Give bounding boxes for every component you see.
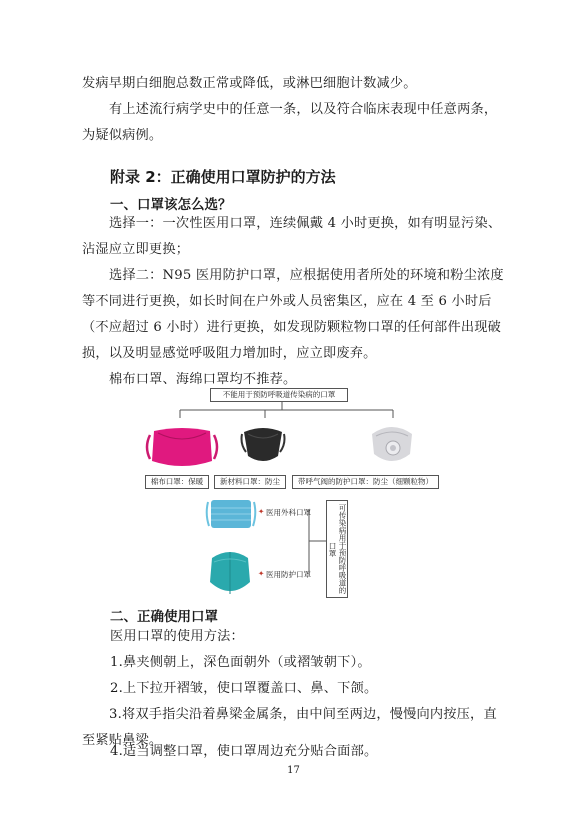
new-material-mask-image: [240, 424, 286, 466]
recommended-vertical-box: 可传染病用于预防呼吸道的口罩: [326, 500, 348, 598]
option-1-text: 选择一：一次性医用口罩，连续佩戴 4 小时更换，如有明显污染、沾湿应立即更换；: [82, 216, 502, 257]
new-material-mask-label: 新材料口罩：防尘: [214, 475, 286, 489]
paragraph-2: 有上述流行病学史中的任意一条，以及符合临床表现中任意两条，为疑似病例。: [82, 102, 498, 143]
protective-mask-label: 医用防护口罩: [266, 570, 311, 579]
step-4: 4.适当调整口罩，使口罩周边充分贴合面部。: [110, 744, 378, 759]
protective-red-marker: ✦: [258, 569, 265, 578]
section-1-title: 一、口罩该怎么选？: [110, 197, 232, 213]
step-1: 1.鼻夹侧朝上，深色面朝外（或褶皱朝下）。: [110, 655, 371, 670]
protective-mask-image: [206, 548, 254, 598]
page-number: 17: [287, 765, 300, 776]
section-2-title: 二、正确使用口罩: [110, 609, 218, 625]
valve-mask-label: 带呼气阀的防护口罩：防尘（细颗粒物）: [292, 475, 439, 489]
cotton-mask-label: 棉布口罩：保暖: [145, 475, 209, 489]
usage-intro: 医用口罩的使用方法：: [110, 629, 244, 644]
option-2-text: 选择二：N95 医用防护口罩，应根据使用者所处的环境和粉尘浓度等不同进行更换，如长时间在户外或人员密集区，应在 4 至 6 小时后（不应超过 6 小时）进行更换，如发现防颗粒物口罩的任何部件出现破损，以及明显感觉呼吸阻力增加时，应立即废弃。: [82, 268, 504, 361]
cotton-mask-image: [144, 421, 220, 473]
not-recommended-note: 棉布口罩、海绵口罩均不推荐。: [109, 372, 297, 387]
paragraph-1: 发病早期白细胞总数正常或降低，或淋巴细胞计数减少。: [82, 76, 417, 91]
top-category-box: 不能用于预防呼吸道传染病的口罩: [210, 388, 348, 402]
step-2: 2.上下拉开褶皱，使口罩覆盖口、鼻、下颌。: [110, 681, 378, 696]
step-3: 3.将双手指尖沿着鼻梁金属条，由中间至两边，慢慢向内按压，直至紧贴鼻梁。: [82, 707, 497, 748]
surgical-mask-image: [205, 494, 257, 534]
surgical-red-marker: ✦: [258, 507, 265, 516]
appendix-title: 附录 2：正确使用口罩防护的方法: [110, 168, 336, 186]
surgical-mask-label: 医用外科口罩: [266, 508, 311, 517]
valve-mask-image: [366, 420, 418, 468]
